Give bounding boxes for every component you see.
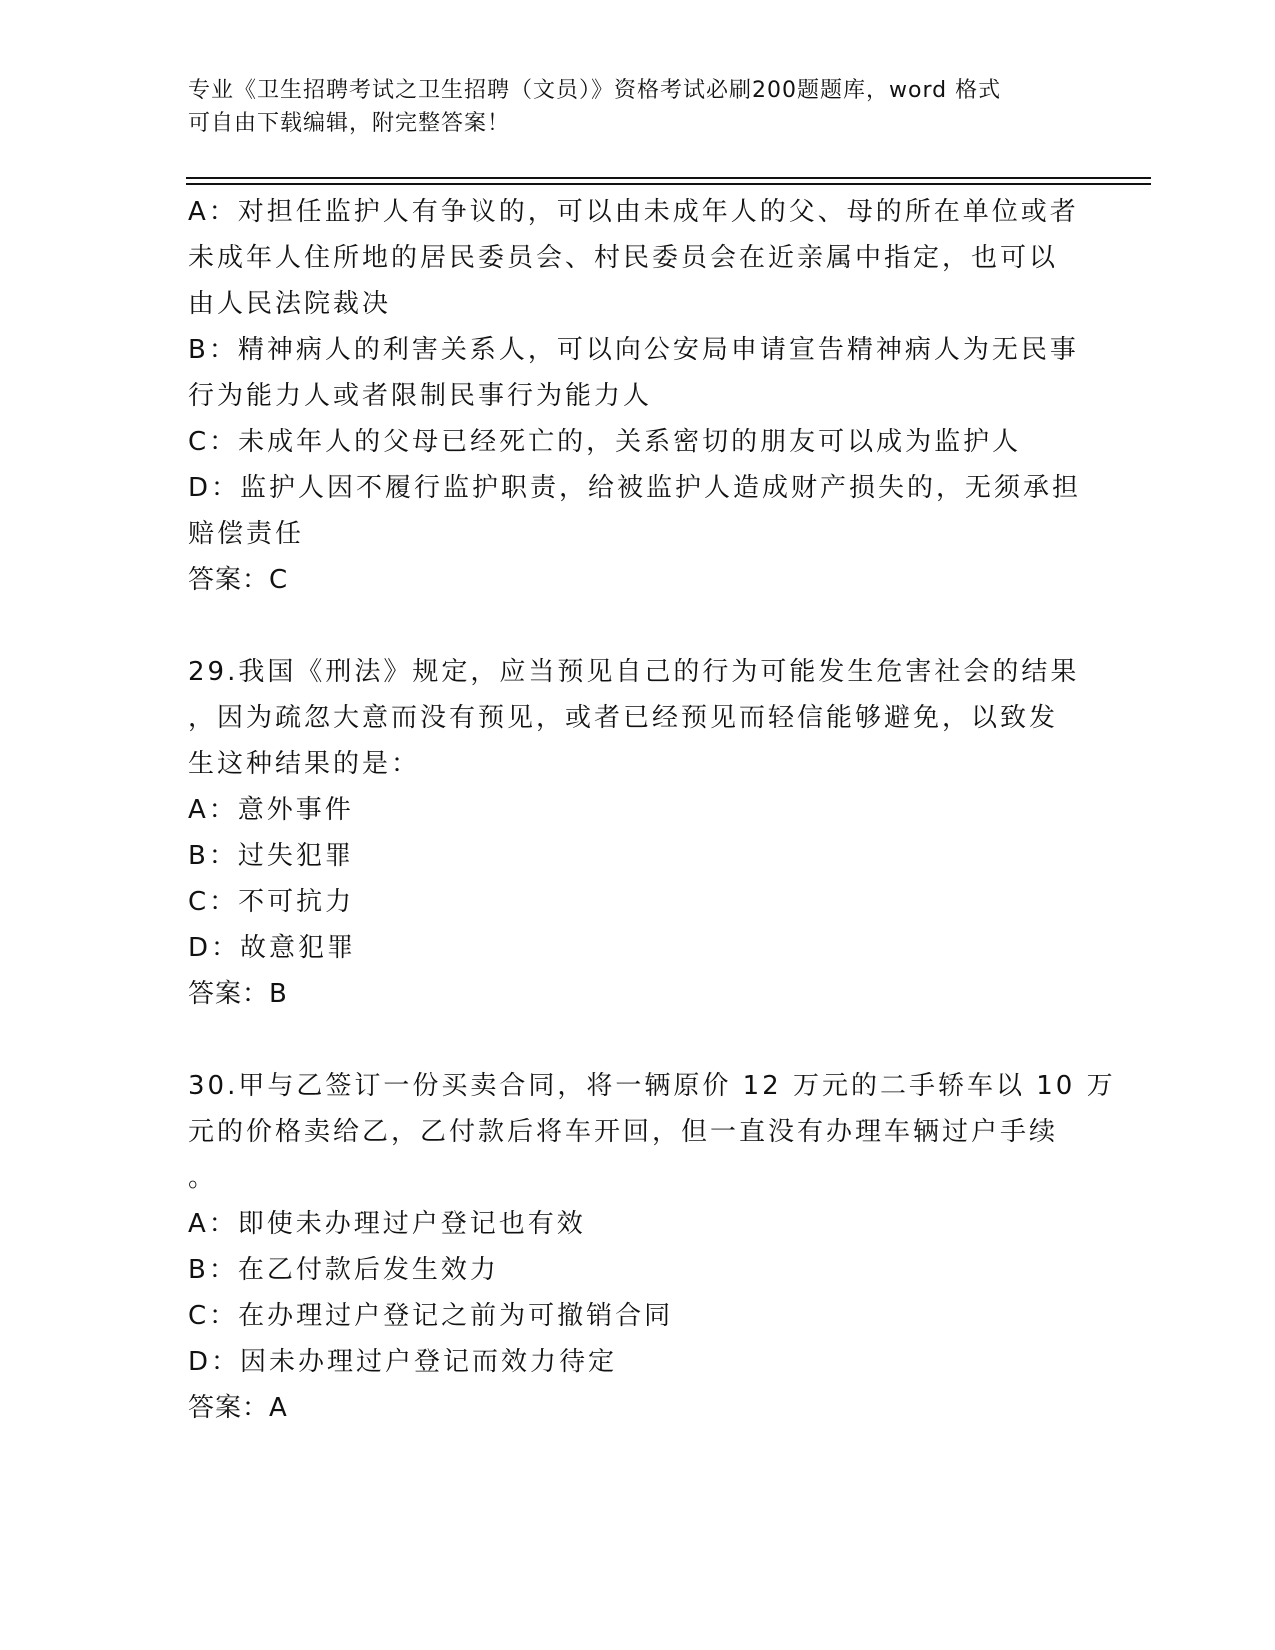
document-body xyxy=(188,189,1116,1431)
q29-stem-line-3: 生这种结果的是： xyxy=(188,749,421,779)
prev-answer: 答案：C xyxy=(188,565,289,595)
q29-option-d: D：故意犯罪 xyxy=(188,933,357,963)
prev-option-a-line-2: 未成年人住所地的居民委员会、村民委员会在近亲属中指定，也可以 xyxy=(188,243,1059,273)
document-header xyxy=(188,74,1068,140)
header-line-1: 专业《卫生招聘考试之卫生招聘（文员）》资格考试必刷200题题库，word 格式 xyxy=(188,78,1002,103)
prev-option-c-line-1: C：未成年人的父母已经死亡的，关系密切的朋友可以成为监护人 xyxy=(188,427,1022,457)
q29-stem-line-1: 29.我国《刑法》规定，应当预见自己的行为可能发生危害社会的结果 xyxy=(188,657,1080,687)
prev-option-b-line-1: B：精神病人的利害关系人，可以向公安局申请宣告精神病人为无民事 xyxy=(188,335,1079,365)
q30-answer: 答案：A xyxy=(188,1393,288,1423)
prev-question xyxy=(188,189,1088,603)
header-rule-top xyxy=(186,177,1151,179)
q30-option-d: D：因未办理过户登记而效力待定 xyxy=(188,1347,618,1377)
spacer xyxy=(188,1017,1088,1063)
q29-stem-line-2: ，因为疏忽大意而没有预见，或者已经预见而轻信能够避免，以致发 xyxy=(188,703,1059,733)
prev-option-d-line-1: D：监护人因不履行监护职责，给被监护人造成财产损失的，无须承担 xyxy=(188,473,1082,503)
q30-stem-line-2: 元的价格卖给乙，乙付款后将车开回，但一直没有办理车辆过户手续 xyxy=(188,1117,1059,1147)
q29-option-c: C：不可抗力 xyxy=(188,887,355,917)
q30-option-a: A：即使未办理过户登记也有效 xyxy=(188,1209,586,1239)
q30-stem-line-1: 30.甲与乙签订一份买卖合同，将一辆原价 12 万元的二手轿车以 10 万 xyxy=(188,1071,1116,1101)
header-rule-bottom xyxy=(186,183,1151,185)
prev-option-b-line-2: 行为能力人或者限制民事行为能力人 xyxy=(188,381,653,411)
q30-option-c: C：在办理过户登记之前为可撤销合同 xyxy=(188,1301,674,1331)
q30-option-b: B：在乙付款后发生效力 xyxy=(188,1255,499,1285)
prev-option-d-line-2: 赔偿责任 xyxy=(188,519,305,549)
q29-option-b: B：过失犯罪 xyxy=(188,841,354,871)
header-line-2: 可自由下载编辑，附完整答案！ xyxy=(188,111,511,136)
q30-stem-line-3: 。 xyxy=(188,1163,218,1193)
q29-answer: 答案：B xyxy=(188,979,288,1009)
prev-option-a-line-1: A：对担任监护人有争议的，可以由未成年人的父、母的所在单位或者 xyxy=(188,197,1079,227)
prev-option-a-line-3: 由人民法院裁决 xyxy=(188,289,392,319)
spacer xyxy=(188,603,1088,649)
q29-option-a: A：意外事件 xyxy=(188,795,354,825)
question-29 xyxy=(188,649,1088,1017)
question-30 xyxy=(188,1063,1116,1431)
